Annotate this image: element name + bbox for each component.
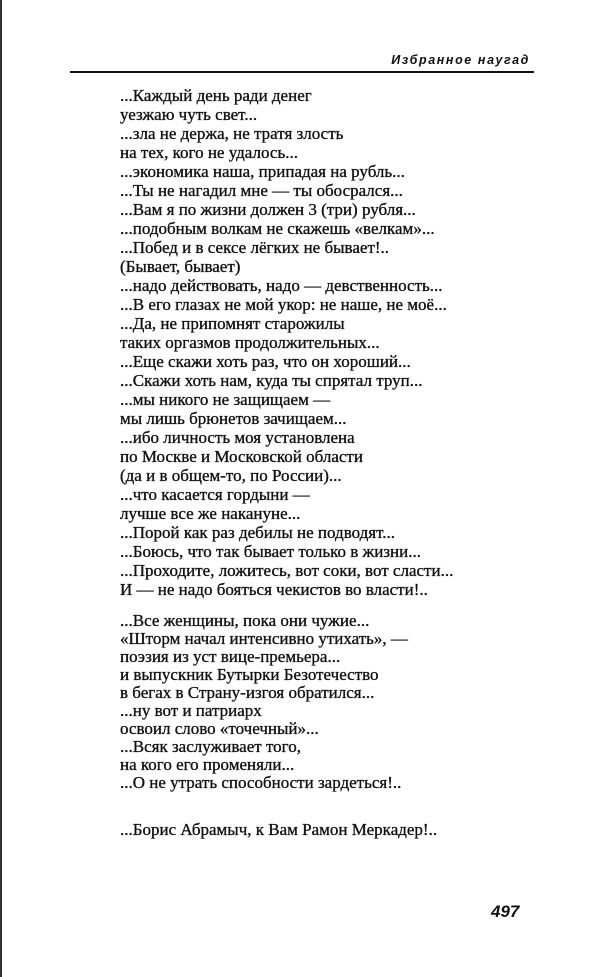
poem-line: И — не надо бояться чекистов во власти!.. xyxy=(120,580,428,599)
poem-line: ...зла не держа, не тратя злость xyxy=(120,124,344,143)
poem-line: поэзия из уст вице-премьера... xyxy=(120,647,341,666)
poem-line: и выпускник Бутырки Безотечество xyxy=(120,665,379,684)
poem-line: ...мы никого не защищаем — xyxy=(120,390,331,409)
poem-line: ...Проходите, ложитесь, вот соки, вот сласти... xyxy=(120,561,454,580)
poem-line: мы лишь брюнетов зачищаем... xyxy=(120,409,347,428)
poem-line: в бегах в Страну-изгоя обратился... xyxy=(120,683,375,702)
poem-line: (да и в общем-то, по России)... xyxy=(120,466,342,485)
poem-line: ...Порой как раз дебилы не подводят... xyxy=(120,523,395,542)
poem-line: (Бывает, бывает) xyxy=(120,257,241,276)
poem-line: на тех, кого не удалось... xyxy=(120,143,298,162)
stanza-3 xyxy=(120,820,437,840)
poem-line: освоил слово «точечный»... xyxy=(120,719,319,738)
poem-line: «Шторм начал интенсивно утихать», — xyxy=(120,629,408,648)
poem-line: ...Борис Абрамыч, к Вам Рамон Меркадер!.. xyxy=(120,820,438,839)
poem-line: ...Каждый день ради денег xyxy=(120,86,312,105)
poem-line: ...надо действовать, надо — девственность... xyxy=(120,276,443,295)
poem-line: ...О не утрать способности зардеться!.. xyxy=(120,773,402,792)
poem-line: ...Ты не нагадил мне — ты обосрался... xyxy=(120,181,403,200)
poem-line: ...подобным волкам не скажешь «велкам»... xyxy=(120,219,435,238)
poem-line: лучше все же накануне... xyxy=(120,504,301,523)
poem-line: ...Боюсь, что так бывает только в жизни... xyxy=(120,542,421,561)
poem-line: ...что касается гордыни — xyxy=(120,485,310,504)
poem-line: таких оргазмов продолжительных... xyxy=(120,333,380,352)
stanza-1 xyxy=(120,86,453,599)
poem-line: ...Скажи хоть нам, куда ты спрятал труп... xyxy=(120,371,423,390)
poem-line: на кого его променяли... xyxy=(120,755,295,774)
poem-line: ...Все женщины, пока они чужие... xyxy=(120,611,370,630)
poem-line: ...ну вот и патриарх xyxy=(120,701,262,720)
running-head: Избранное наугад xyxy=(391,53,530,67)
stanza-2 xyxy=(120,612,408,792)
poem-line: ...Да, не припомнят старожилы xyxy=(120,314,345,333)
poem-line: ...экономика наша, припадая на рубль... xyxy=(120,162,405,181)
poem-line: ...Всяк заслуживает того, xyxy=(120,737,301,756)
poem-line: ...Вам я по жизни должен 3 (три) рубля... xyxy=(120,200,416,219)
poem-line: ...Побед и в сексе лёгких не бывает!.. xyxy=(120,238,390,257)
poem-line: ...ибо личность моя установлена xyxy=(120,428,355,447)
poem-line: уезжаю чуть свет... xyxy=(120,105,258,124)
page-number: 497 xyxy=(491,902,520,921)
poem-line: ...Еще скажи хоть раз, что он хороший... xyxy=(120,352,411,371)
poem-line: по Москве и Московской области xyxy=(120,447,363,466)
poem-line: ...В его глазах не мой укор: не наше, не моё... xyxy=(120,295,447,314)
header-rule xyxy=(70,71,534,73)
